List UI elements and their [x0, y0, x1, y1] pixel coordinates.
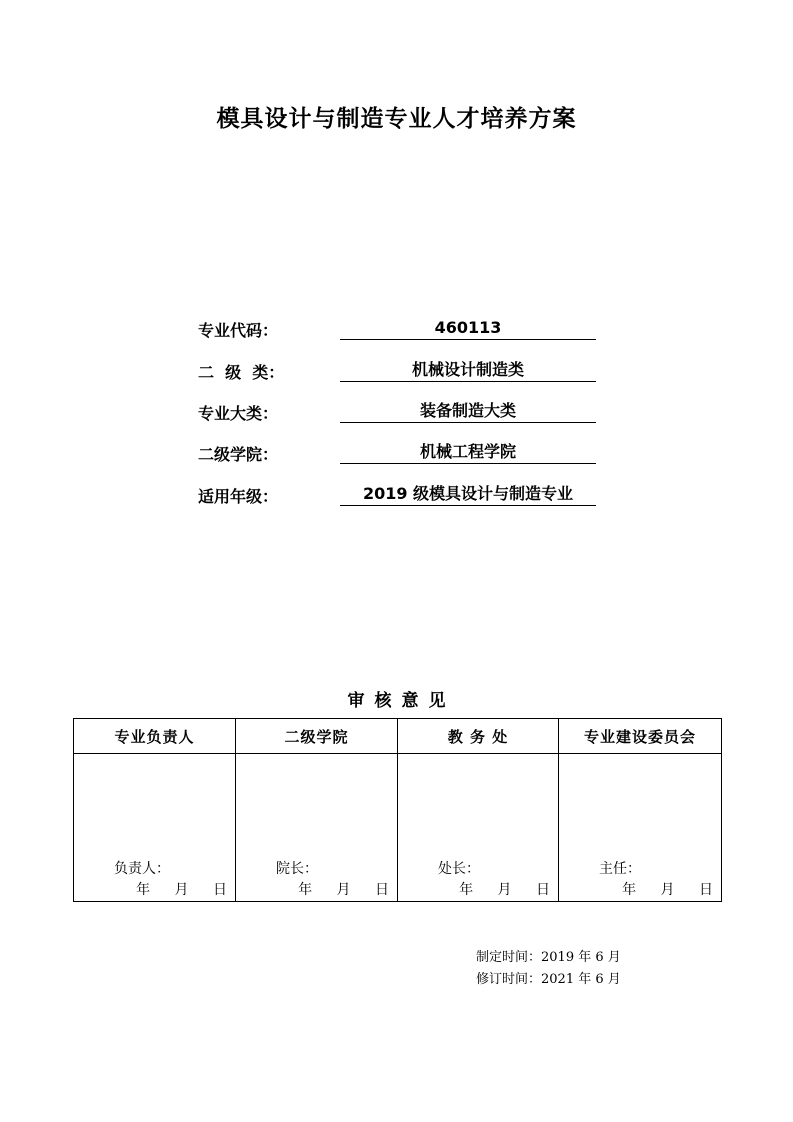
review-title: 审核意见 [347, 691, 456, 711]
review-cell-academic-affairs [398, 754, 559, 902]
info-value: 2019 级模具设计与制造专业 [340, 483, 596, 506]
revised-date: 修订时间：2021 年 6 月 [476, 972, 621, 987]
info-value: 装备制造大类 [340, 400, 596, 423]
date-label: 年 月 日 [136, 882, 227, 898]
review-header-academic-affairs: 教 务 处 [398, 719, 559, 754]
info-row-applicable-grade [198, 480, 598, 510]
info-label: 专业代码： [198, 321, 279, 340]
info-value: 机械工程学院 [340, 441, 596, 464]
info-value: 机械设计制造类 [340, 359, 596, 382]
document-title: 模具设计与制造专业人才培养方案 [216, 106, 577, 132]
review-header-committee: 专业建设委员会 [559, 719, 722, 754]
info-label: 专业大类： [198, 404, 279, 423]
info-row-major-category [198, 397, 598, 427]
signer-label: 主任： [599, 861, 641, 877]
info-row-college [198, 438, 598, 468]
info-label: 二 级 类： [198, 363, 285, 382]
review-header-row [74, 719, 722, 754]
review-table [73, 718, 722, 902]
review-header-major-lead: 专业负责人 [74, 719, 236, 754]
review-signature-row [74, 754, 722, 902]
review-cell-college [236, 754, 398, 902]
info-row-secondary-category [198, 356, 598, 386]
date-label: 年 月 日 [622, 882, 713, 898]
signer-label: 院长： [276, 861, 318, 877]
info-label: 二级学院： [198, 445, 279, 464]
signer-label: 处长： [438, 861, 480, 877]
created-date: 制定时间：2019 年 6 月 [476, 950, 621, 965]
review-cell-major-lead [74, 754, 236, 902]
date-label: 年 月 日 [298, 882, 389, 898]
info-label: 适用年级： [198, 487, 279, 506]
date-label: 年 月 日 [459, 882, 550, 898]
info-row-major-code [198, 314, 598, 344]
info-value: 460113 [340, 317, 596, 340]
review-header-college: 二级学院 [236, 719, 398, 754]
review-cell-committee [559, 754, 722, 902]
signer-label: 负责人： [114, 861, 170, 877]
